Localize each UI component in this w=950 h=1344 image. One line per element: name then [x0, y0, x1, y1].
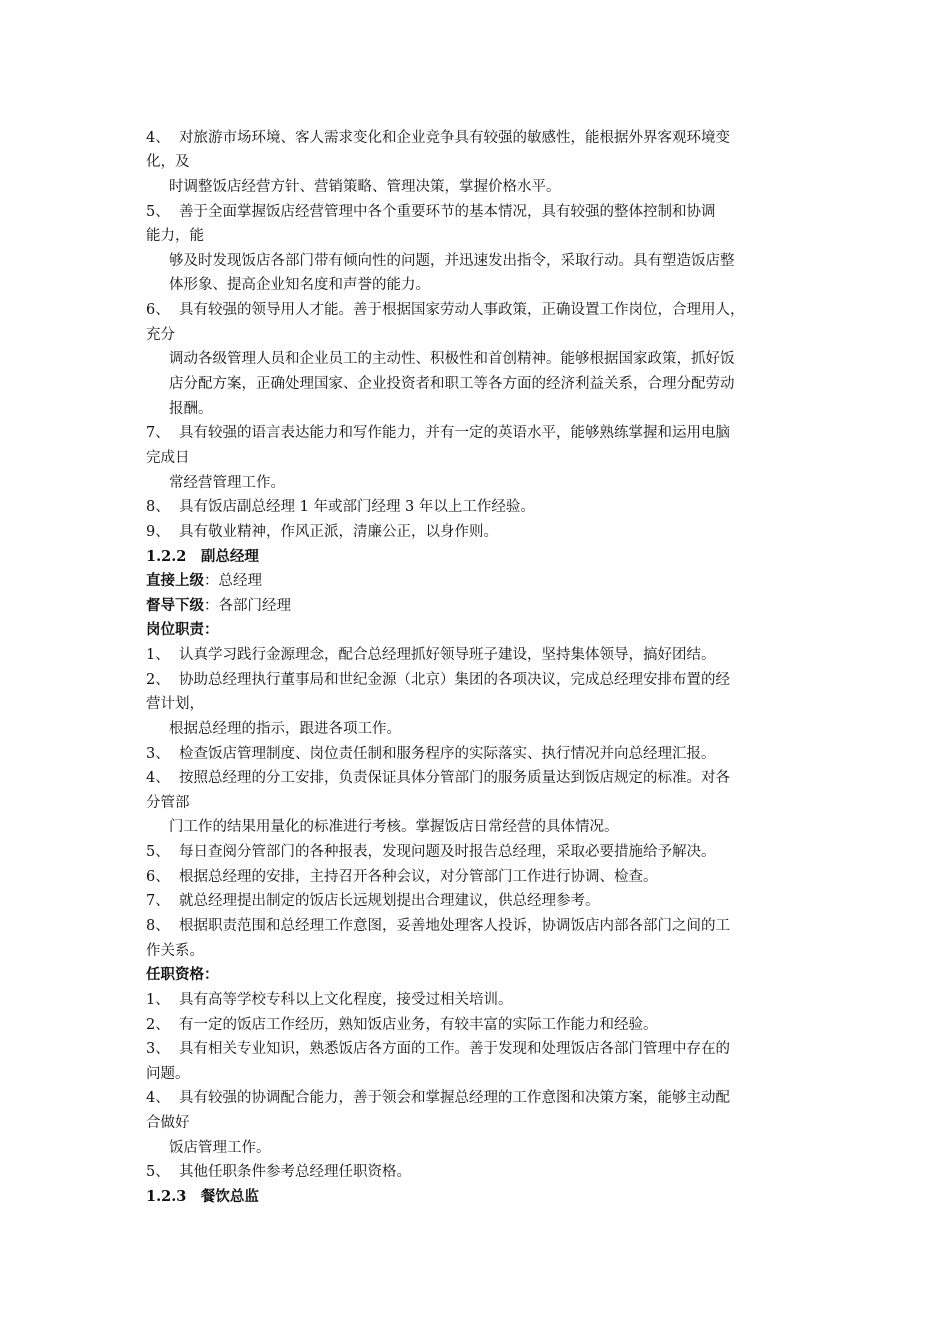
- list-item: [146, 892, 600, 910]
- item-number: 9、: [146, 524, 170, 540]
- text-line: 能力，能: [146, 228, 204, 244]
- list-item: [146, 129, 730, 147]
- item-text: 检查饭店管理制度、岗位责任制和服务程序的实际落实、执行情况并向总经理汇报。: [179, 746, 716, 762]
- item-number: 5、: [146, 204, 170, 220]
- text-line: 化，及: [146, 154, 190, 170]
- text-line: 饭店管理工作。: [169, 1140, 271, 1156]
- item-text: 就总经理提出制定的饭店长远规划提出合理建议，供总经理参考。: [179, 893, 600, 909]
- item-number: 3、: [146, 746, 170, 762]
- item-text: 具有相关专业知识，熟悉饭店各方面的工作。善于发现和处理饭店各部门管理中存在的: [179, 1041, 730, 1057]
- text-line: 根据总经理的指示，跟进各项工作。: [169, 721, 401, 737]
- list-item: [146, 523, 498, 541]
- field-line: [146, 572, 262, 590]
- item-number: 8、: [146, 499, 170, 515]
- item-text: 具有饭店副总经理 1 年或部门经理 3 年以上工作经验。: [179, 499, 535, 515]
- text-line: 充分: [146, 327, 175, 343]
- item-number: 3、: [146, 1041, 170, 1057]
- list-item: [146, 745, 716, 763]
- text-line: 调动各级管理人员和企业员工的主动性、积极性和首创精神。能够根据国家政策，抓好饭: [169, 351, 735, 367]
- text-line: 够及时发现饭店各部门带有倾向性的问题，并迅速发出指令，采取行动。具有塑造饭店整: [169, 253, 735, 269]
- item-text: 协助总经理执行董事局和世纪金源（北京）集团的各项决议，完成总经理安排布置的经: [179, 672, 730, 688]
- item-text: 有一定的饭店工作经历，熟知饭店业务，有较丰富的实际工作能力和经验。: [179, 1017, 658, 1033]
- text-line: 营计划，: [146, 696, 204, 712]
- list-item: [146, 769, 730, 787]
- item-text: 具有较强的协调配合能力，善于领会和掌握总经理的工作意图和决策方案，能够主动配: [179, 1090, 730, 1106]
- item-text: 每日查阅分管部门的各种报表，发现问题及时报告总经理，采取必要措施给予解决。: [179, 844, 716, 860]
- text-line: 报酬。: [169, 401, 213, 417]
- list-item: [146, 1040, 730, 1058]
- item-text: 按照总经理的分工安排，负责保证具体分管部门的服务质量达到饭店规定的标准。对各: [179, 770, 730, 786]
- list-item: [146, 868, 658, 886]
- item-text: 对旅游市场环境、客人需求变化和企业竞争具有较强的敏感性，能根据外界客观环境变: [179, 130, 730, 146]
- item-text: 其他任职条件参考总经理任职资格。: [179, 1164, 411, 1180]
- list-item: [146, 498, 535, 516]
- text-line: 问题。: [146, 1066, 190, 1082]
- text-line: 常经营管理工作。: [169, 475, 285, 491]
- text-line: 合做好: [146, 1115, 190, 1131]
- field-label: 直接上级: [146, 572, 204, 589]
- item-text: 具有较强的语言表达能力和写作能力，并有一定的英语水平，能够熟练掌握和运用电脑: [179, 425, 730, 441]
- list-item: [146, 301, 745, 319]
- list-item: [146, 917, 730, 935]
- item-number: 2、: [146, 672, 170, 688]
- list-item: [146, 1016, 658, 1034]
- item-text: 善于全面掌握饭店经营管理中各个重要环节的基本情况，具有较强的整体控制和协调: [179, 204, 716, 220]
- item-text: 认真学习践行金源理念，配合总经理抓好领导班子建设，坚持集体领导，搞好团结。: [179, 647, 716, 663]
- list-item: [146, 671, 730, 689]
- text-line: 店分配方案，正确处理国家、企业投资者和职工等各方面的经济利益关系，合理分配劳动: [169, 376, 735, 392]
- item-number: 7、: [146, 425, 170, 441]
- subsection-heading: 岗位职责：: [146, 621, 219, 638]
- list-item: [146, 1163, 411, 1181]
- item-text: 根据职责范围和总经理工作意图，妥善地处理客人投诉，协调饭店内部各部门之间的工: [179, 918, 730, 934]
- item-number: 4、: [146, 130, 170, 146]
- text-line: 作关系。: [146, 943, 204, 959]
- item-number: 7、: [146, 893, 170, 909]
- text-line: 分管部: [146, 795, 190, 811]
- item-text: 具有高等学校专科以上文化程度，接受过相关培训。: [179, 992, 513, 1008]
- item-text: 根据总经理的安排，主持召开各种会议，对分管部门工作进行协调、检查。: [179, 869, 658, 885]
- item-number: 5、: [146, 844, 170, 860]
- item-number: 6、: [146, 869, 170, 885]
- section-heading: 1.2.2 副总经理: [146, 548, 259, 565]
- text-line: 时调整饭店经营方针、营销策略、管理决策，掌握价格水平。: [169, 179, 561, 195]
- list-item: [146, 991, 513, 1009]
- list-item: [146, 1089, 730, 1107]
- list-item: [146, 424, 730, 442]
- field-label: 督导下级: [146, 597, 204, 614]
- list-item: [146, 843, 716, 861]
- item-number: 1、: [146, 992, 170, 1008]
- field-value: ：总经理: [204, 573, 262, 589]
- item-number: 4、: [146, 1090, 170, 1106]
- list-item: [146, 203, 716, 221]
- item-text: 具有敬业精神，作风正派，清廉公正，以身作则。: [179, 524, 498, 540]
- item-text: 具有较强的领导用人才能。善于根据国家劳动人事政策，正确设置工作岗位，合理用人，: [179, 302, 745, 318]
- field-value: ：各部门经理: [204, 598, 291, 614]
- text-line: 门工作的结果用量化的标准进行考核。掌握饭店日常经营的具体情况。: [169, 819, 619, 835]
- item-number: 6、: [146, 302, 170, 318]
- field-line: [146, 597, 291, 615]
- item-number: 5、: [146, 1164, 170, 1180]
- section-heading: 1.2.3 餐饮总监: [146, 1188, 259, 1205]
- list-item: [146, 646, 716, 664]
- subsection-heading: 任职资格：: [146, 966, 219, 983]
- item-number: 1、: [146, 647, 170, 663]
- item-number: 2、: [146, 1017, 170, 1033]
- item-number: 8、: [146, 918, 170, 934]
- text-line: 体形象、提高企业知名度和声誉的能力。: [169, 277, 430, 293]
- item-number: 4、: [146, 770, 170, 786]
- text-line: 完成日: [146, 450, 190, 466]
